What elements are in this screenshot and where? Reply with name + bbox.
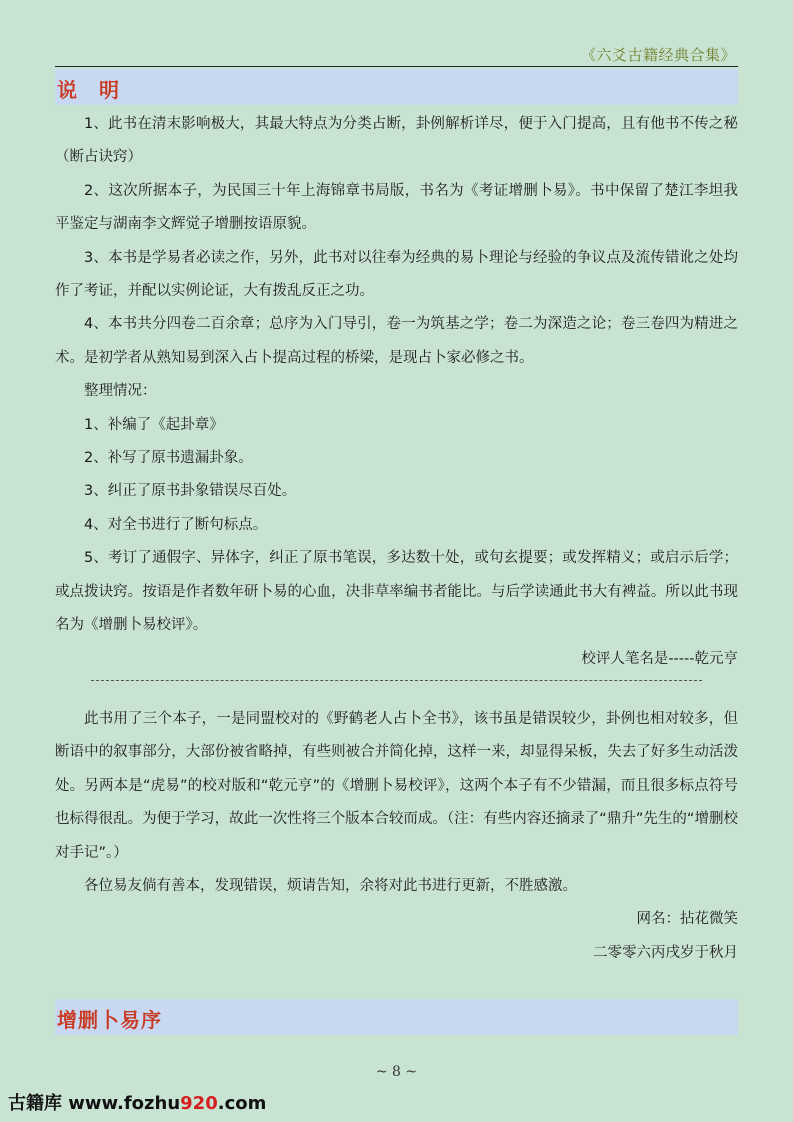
paragraph-organization-heading: 整理情况： [84,383,157,400]
list-item: 1、补编了《起卦章》 [84,416,224,433]
book-series-title: 《六爻古籍经典合集》 [580,46,736,64]
list-item: 2、补写了原书遗漏卦象。 [84,450,253,467]
paragraph-point-1: 1、此书在清末影响极大，其最大特点为分类占断，卦例解析详尽，便于入门提高，且有他书不传之秘（断占诀窍） [55,116,738,166]
compiler-signature: 网名：拈花微笑 [636,911,738,928]
section-heading-preface: 增删卜易序 [57,1008,162,1032]
section-heading-explanation: 说明 [57,78,141,102]
paragraph-editions: 此书用了三个本子，一是同盟校对的《野鹤老人占卜全书》，该书虽是错误较少，卦例也相对较多，但断语中的叙事部分，大部份被省略掉，有些则被合并简化掉，这样一来，却显得呆板，失去了好多生动活泼处。另两本是“虎易”的校对版和“乾元亨”的《增删卜易校评》，这两个本子有不少错漏，而且很多标点符号也标得很乱。为便于学习，故此一次性将三个版本合较而成。（注：有些内容还摘录了“鼎升”先生的“增删校对手记”。） [55,710,738,861]
page-number: ~ 8 ~ [375,1064,418,1080]
editor-signature: 校评人笔名是-----乾元亨 [581,650,738,667]
paragraph-request: 各位易友倘有善本，发现错误，烦请告知，余将对此书进行更新，不胜感激。 [84,877,577,894]
dashed-divider [91,680,702,703]
header-divider [55,66,738,67]
watermark-number: 920 [180,1093,218,1114]
section-heading-bar [55,69,738,105]
list-item: 3、纠正了原书卦象错误尽百处。 [84,483,297,500]
paragraph-point-2: 2、这次所据本子，为民国三十年上海锦章书局版，书名为《考证增删卜易》。书中保留了楚江李坦我平鉴定与湖南李文辉觉子增删按语原貌。 [55,182,738,233]
date-line: 二零零六丙戌岁于秋月 [593,944,738,961]
paragraph-point-3: 3、本书是学易者必读之作，另外，此书对以往奉为经典的易卜理论与经验的争议点及流传错讹之处均作了考证，并配以实例论证，大有拨乱反正之功。 [55,249,738,300]
list-item: 5、考订了通假字、异体字，纠正了原书笔误，多达数十处，或句玄提要；或发挥精义；或启示后学；或点拨诀窍。按语是作者数年研卜易的心血，决非草率编书者能比。与后学读通此书大有裨益。所以此书现名为《增删卜易校评》。 [55,550,738,634]
site-watermark [8,1089,266,1115]
paragraph-point-4: 4、本书共分四卷二百余章；总序为入门导引，卷一为筑基之学；卷二为深造之论；卷三卷四为精进之术。是初学者从熟知易到深入占卜提高过程的桥梁，是现占卜家必修之书。 [55,316,738,366]
watermark-suffix: .com [217,1093,267,1114]
document-body [55,108,738,970]
section-heading-bar [55,999,738,1035]
watermark-prefix: 古籍库 www.fozhu [8,1093,181,1114]
list-item: 4、对全书进行了断句标点。 [84,516,268,533]
